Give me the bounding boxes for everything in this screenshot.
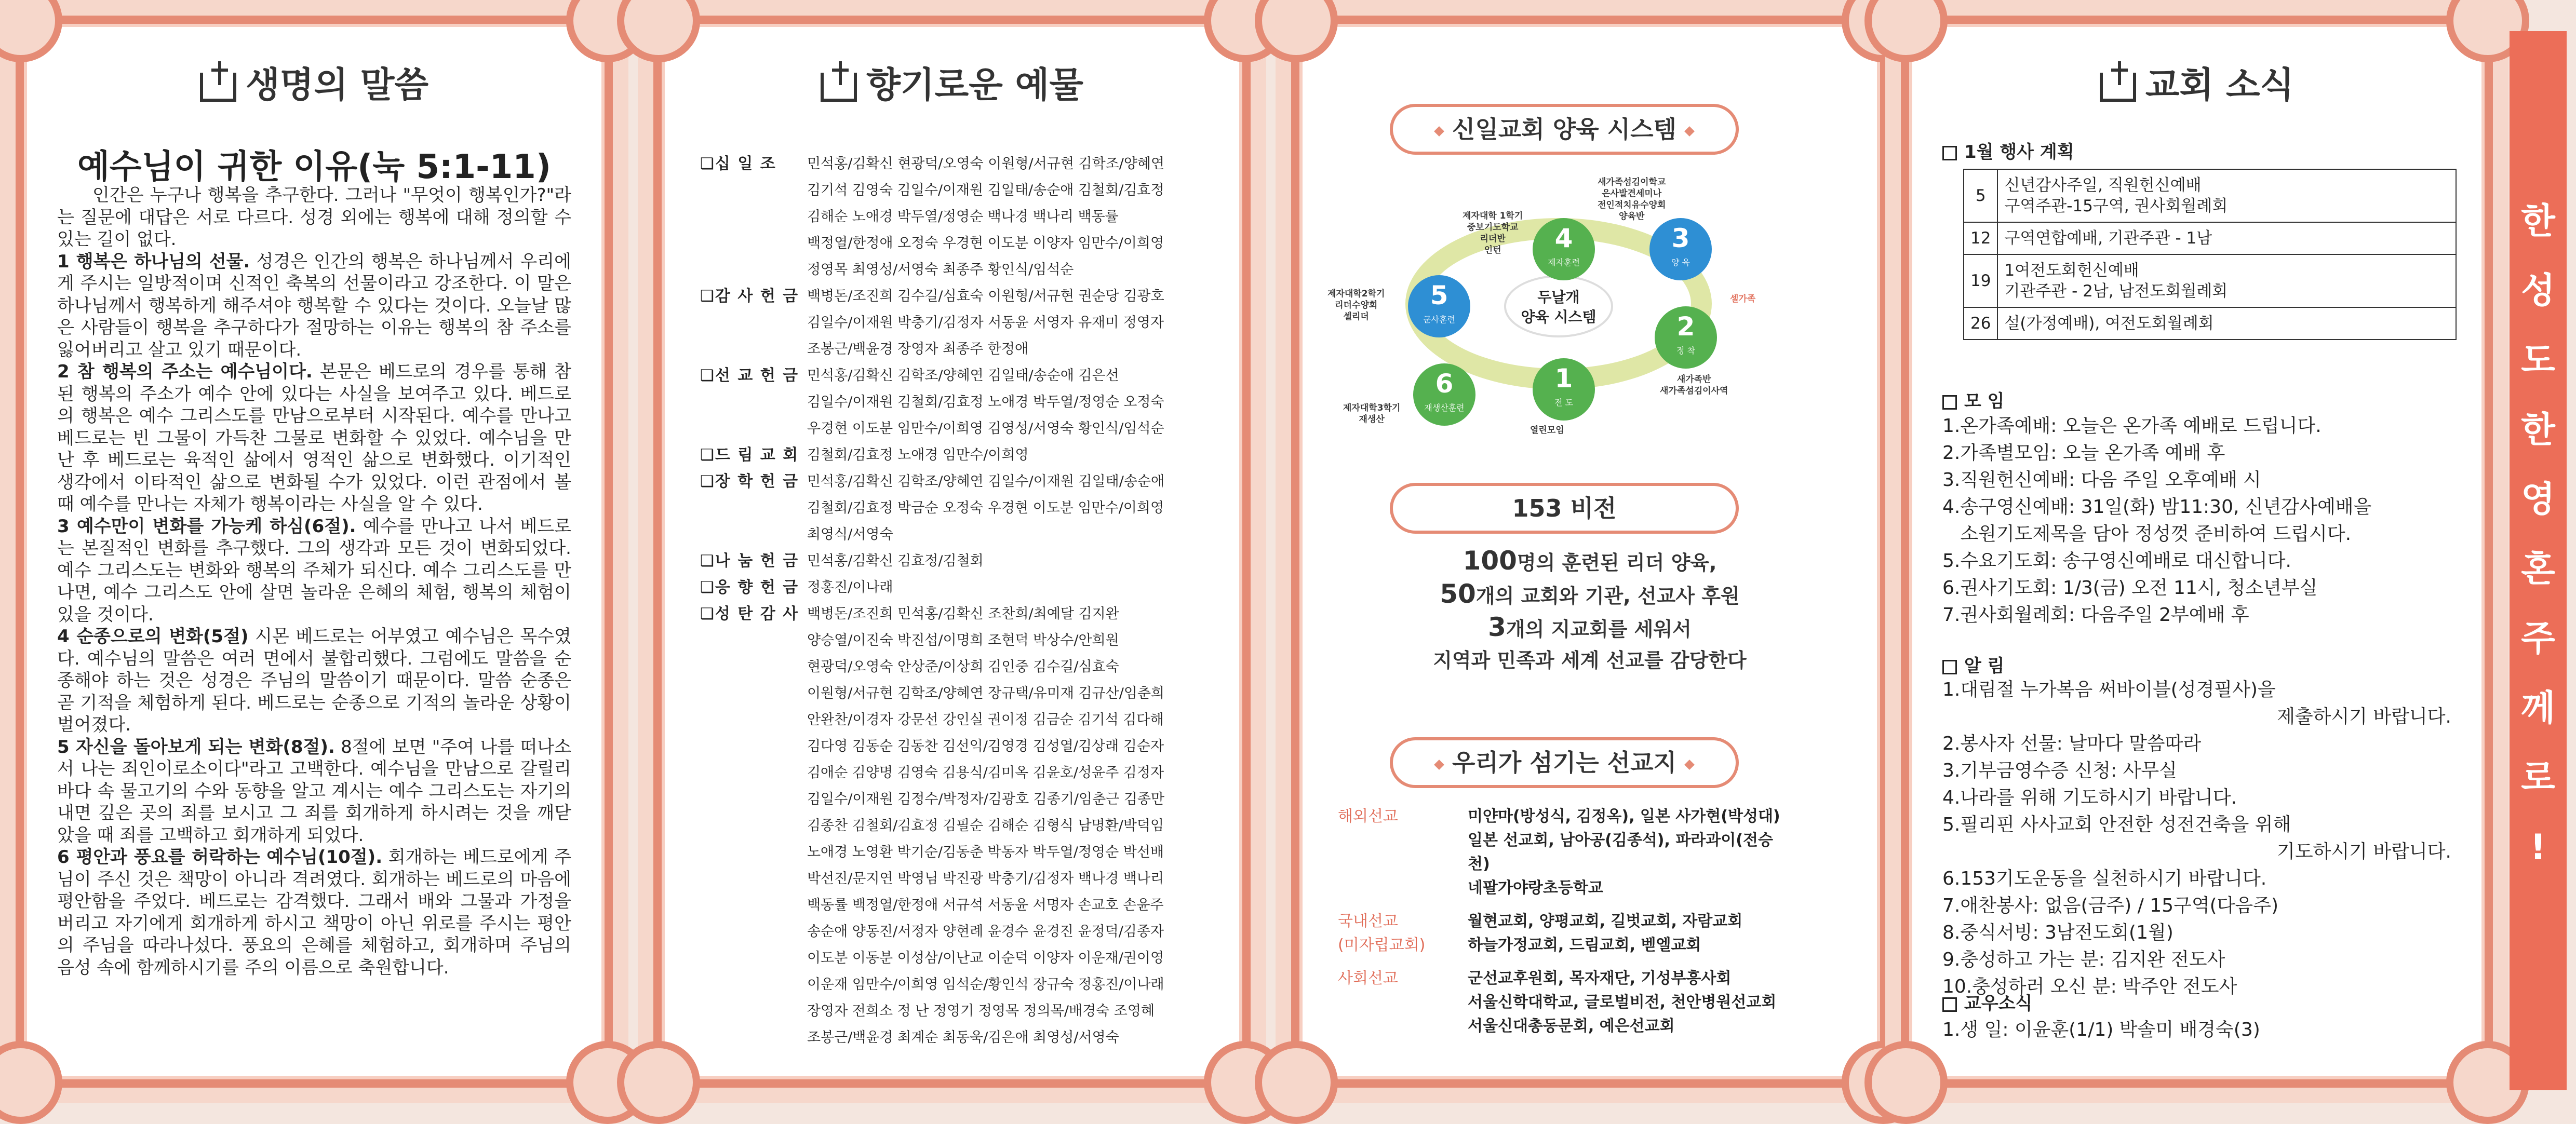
offering-name-line: 김일수/이재원 김정수/박정자/김광호 김종기/임춘근 김종만 bbox=[807, 791, 1165, 807]
sermon-paragraph bbox=[57, 626, 571, 736]
offering-name-line: 최영식/서영숙 bbox=[807, 526, 893, 543]
offering-name-line: 김일수/이재원 박충기/김정자 서동윤 서영자 유재미 정영자 bbox=[807, 315, 1164, 331]
node-num: 6 bbox=[1435, 369, 1454, 399]
event-text: 신년감사주일, 직원헌신예배 구역주관-15구역, 권사회월례회 bbox=[1997, 169, 2456, 222]
offering-row bbox=[700, 442, 1245, 468]
sermon-point-title: 5 자신을 돌아보게 되는 변화(8절). bbox=[57, 736, 335, 757]
offering-name-line: 민석홍/김확신 김효정/김철회 bbox=[807, 553, 984, 569]
meetings-heading bbox=[1942, 387, 2005, 412]
page-title-text: 생명의 말씀 bbox=[245, 65, 429, 106]
page-title-text: 교회 소식 bbox=[2145, 65, 2295, 106]
offering-label: ❑성 탄 감 사 bbox=[700, 605, 799, 623]
meetings-heading-text: 모 임 bbox=[1964, 391, 2005, 412]
offering-name-line: 김일수/이재원 김철회/김효정 노애경 박두열/정영순 오정숙 bbox=[807, 394, 1164, 410]
offering-name-line: 양승열/이진숙 박진섭/이명희 조현덕 박상수/안희원 bbox=[807, 632, 1119, 648]
offering-name-line: 안완찬/이경자 강문선 강인실 권이정 김금순 김기석 김다해 bbox=[807, 712, 1164, 728]
vision-number: 100 bbox=[1463, 546, 1517, 576]
node-num: 4 bbox=[1554, 223, 1573, 253]
mission-row bbox=[1338, 967, 1785, 1038]
offering-name-line: 조봉근/백윤경 장영자 최종주 한정애 bbox=[807, 341, 1029, 357]
system-title bbox=[1390, 104, 1739, 155]
page-title-text: 향기로운 예물 bbox=[866, 65, 1083, 106]
offering-name-line: 김철회/김효정 박금순 오정숙 우경현 이도분 임만수/이희영 bbox=[807, 500, 1164, 516]
node-label: 정 착 bbox=[1676, 346, 1695, 356]
mission-row bbox=[1338, 910, 1785, 957]
meeting-item: 7.권사회월례회: 다음주일 2부예배 후 bbox=[1942, 604, 2249, 626]
vision-title-text: 153 비전 bbox=[1512, 494, 1617, 522]
vision-line bbox=[1338, 645, 1842, 676]
page-church-news bbox=[1885, 0, 2508, 1103]
event-text: 구역연합예배, 기관주관 - 1남 bbox=[1997, 222, 2456, 254]
event-day: 26 bbox=[1964, 307, 1997, 340]
vision-number: 3 bbox=[1488, 612, 1506, 642]
vision-statement bbox=[1338, 545, 1842, 676]
page-title bbox=[638, 57, 1266, 107]
events-heading bbox=[1942, 138, 2074, 163]
mission-category: 국내선교 (미자립교회) bbox=[1338, 912, 1426, 954]
checkbox-icon bbox=[1942, 146, 1957, 160]
offering-table bbox=[700, 151, 1245, 1051]
annotation-newcomer: 새가족반 새가족섬김이사역 bbox=[1660, 374, 1728, 396]
vision-title bbox=[1390, 483, 1739, 534]
notice-item: 6.153기도운동을 실천하시기 바랍니다. bbox=[1942, 868, 2267, 889]
page-offerings bbox=[638, 0, 1266, 1103]
annotation-disciple-1: 제자대학 1학기 중보기도학교 리더반 인턴 bbox=[1463, 211, 1523, 255]
offering-names bbox=[807, 574, 1245, 601]
event-row bbox=[1964, 169, 2456, 222]
notice-item: 3.기부금영수증 신청: 사무실 bbox=[1942, 760, 2177, 781]
offering-name-line: 이도분 이동분 이성삼/이난교 이순덕 이양자 이운재/권이영 bbox=[807, 950, 1164, 966]
offering-row bbox=[700, 283, 1245, 362]
annotation-disciple-3: 제자대학3학기 재생산 bbox=[1343, 403, 1401, 425]
corner-ornament bbox=[617, 1041, 700, 1124]
node-label: 전 도 bbox=[1554, 398, 1573, 408]
sermon-point-title: 1 행복은 하나님의 선물. bbox=[57, 251, 250, 272]
offering-label: ❑선 교 헌 금 bbox=[700, 367, 799, 385]
offering-name-line: 현광덕/오영숙 안상준/이상희 김인중 김수길/심효숙 bbox=[807, 659, 1119, 675]
notice-item: 1.대림절 누가복음 써바이블(성경필사)을 bbox=[1942, 679, 2276, 700]
corner-ornament bbox=[1864, 1041, 1948, 1124]
node-reproduction bbox=[1413, 363, 1475, 426]
page-title bbox=[1885, 57, 2508, 107]
mission-fields: 월현교회, 양평교회, 길벗교회, 자람교회 하늘가정교회, 드림교회, 벧엘교회 bbox=[1468, 912, 1743, 954]
notices-list bbox=[1942, 676, 2462, 1000]
offering-name-line: 김철회/김효정 노애경 임만수/이희영 bbox=[807, 447, 1029, 463]
offering-name-line: 김다영 김동순 김동찬 김선익/김영경 김성열/김상래 김순자 bbox=[807, 738, 1164, 754]
node-label: 양 육 bbox=[1671, 258, 1690, 267]
member-news-item: 1.생 일: 이윤훈(1/1) 박솔미 배경숙(3) bbox=[1942, 1019, 2260, 1040]
sermon-paragraph-text: 인간은 누구나 행복을 추구한다. 그러나 "무엇이 행복인가?"라는 질문에 대답은 서로 다르다. 성경 외에는 행복에 대해 정의할 수 있는 길이 없다. bbox=[57, 185, 571, 250]
meeting-item: 1.온가족예배: 오늘은 온가족 예배로 드립니다. bbox=[1942, 415, 2322, 437]
event-day: 19 bbox=[1964, 254, 1997, 307]
offering-name-line: 백병돈/조진희 민석홍/김확신 조찬희/최예달 김지완 bbox=[807, 606, 1119, 622]
notice-item: 8.중식서빙: 3남전도회(1월) bbox=[1942, 922, 2174, 943]
offering-name-line: 우경현 이도분 임만수/이희영 김영성/서영숙 황인식/임석순 bbox=[807, 421, 1164, 437]
checkbox-icon bbox=[1942, 660, 1957, 674]
slogan-char: 성 bbox=[2521, 270, 2555, 312]
node-settle bbox=[1655, 306, 1717, 369]
event-row bbox=[1964, 254, 2456, 307]
offering-name-line: 민석홍/김확신 현광덕/오영숙 이원형/서규현 김학조/양혜연 bbox=[807, 156, 1165, 172]
annotation-disciple-2: 제자대학2학기 리더수양회 셀리더 bbox=[1327, 289, 1385, 322]
vision-text: 명의 훈련된 리더 양육, bbox=[1517, 551, 1717, 574]
node-num: 2 bbox=[1676, 312, 1695, 342]
vision-text: 개의 지교회를 세워서 bbox=[1506, 618, 1692, 641]
offering-names bbox=[807, 283, 1245, 362]
node-label: 제자훈련 bbox=[1548, 258, 1580, 267]
events-heading-text: 1월 행사 계획 bbox=[1964, 142, 2074, 162]
offering-name-line: 민석홍/김확신 김학조/양혜연 김일태/송순애 김은선 bbox=[807, 368, 1119, 384]
mission-title-text: 우리가 섬기는 선교지 bbox=[1452, 749, 1676, 777]
offering-name-line: 정홍진/이나래 bbox=[807, 579, 893, 595]
offering-row bbox=[700, 468, 1245, 548]
slogan-char: 로 bbox=[2521, 757, 2555, 798]
vertical-slogan-band bbox=[2510, 31, 2567, 1090]
offering-name-line: 조봉근/백윤경 최계순 최동욱/김은애 최영성/서영숙 bbox=[807, 1030, 1119, 1046]
node-nurture bbox=[1649, 218, 1712, 280]
vision-number: 50 bbox=[1440, 579, 1476, 609]
page-title bbox=[0, 57, 628, 107]
mission-row bbox=[1338, 805, 1785, 900]
sermon-paragraph bbox=[57, 516, 571, 626]
checkbox-icon bbox=[1942, 395, 1957, 410]
node-num: 3 bbox=[1671, 223, 1690, 253]
offering-name-line: 백병돈/조진희 김수길/심효숙 이원형/서규현 권순당 김광호 bbox=[807, 288, 1164, 304]
mission-title bbox=[1390, 737, 1739, 788]
event-text: 1여전도회헌신예배 기관주관 - 2남, 남전도회월례회 bbox=[1997, 254, 2456, 307]
event-row bbox=[1964, 222, 2456, 254]
event-day: 12 bbox=[1964, 222, 1997, 254]
event-text: 설(가정예배), 여전도회월례회 bbox=[1997, 307, 2456, 340]
offering-name-line: 송순애 양동진/서정자 양현례 윤경수 윤경진 윤정덕/김종자 bbox=[807, 924, 1164, 940]
node-num: 1 bbox=[1554, 363, 1573, 394]
offering-name-line: 노애경 노영환 박기순/김동춘 박동자 박두열/정영순 박선배 bbox=[807, 844, 1164, 860]
slogan-char: 도 bbox=[2521, 340, 2555, 381]
page-church-system bbox=[1276, 0, 1904, 1103]
bible-icon bbox=[2100, 73, 2136, 102]
slogan-char: 혼 bbox=[2521, 549, 2555, 590]
notice-item: 7.애찬봉사: 없음(금주) / 15구역(다음주) bbox=[1942, 895, 2279, 916]
corner-ornament bbox=[1255, 1041, 1338, 1124]
vision-text: 개의 교회와 기관, 선교사 후원 bbox=[1475, 585, 1740, 607]
mission-fields: 군선교후원회, 목자재단, 기성부흥사회 서울신학대학교, 글로벌비전, 천안병원선교회 서울신대총동문회, 예은선교회 bbox=[1468, 969, 1777, 1035]
meeting-item: 2.가족별모임: 오늘 온가족 예배 후 bbox=[1942, 442, 2225, 464]
offering-name-line: 이운재 임만수/이희영 임석순/황인석 장규숙 정홍진/이나래 bbox=[807, 977, 1164, 993]
offering-label: ❑응 향 헌 금 bbox=[700, 578, 799, 597]
node-evangelism bbox=[1533, 358, 1595, 421]
sermon-paragraph-text: 회개하는 베드로에게 주님이 주신 것은 책망이 아니라 격려였다. 회개하는 베드로의 마음에 평안함을 주었다. 베드로는 감격했다. 그래서 배와 그물과 가정을 버리고 자기에게 회개하게 하시고 책망이 아닌 위로를 주시는 평안의 주님을 따라나섰다. 풍요의 은혜를 체험하고, 회개하며 주님의 음성 속에 함께하시기를 주의 이름으로 축원합니다. bbox=[57, 847, 571, 978]
node-label: 군사훈련 bbox=[1423, 315, 1455, 324]
meeting-item: 6.권사기도회: 1/3(금) 오전 11시, 청소년부실 bbox=[1942, 577, 2318, 599]
notice-item: 9.충성하고 가는 분: 김지완 전도사 bbox=[1942, 949, 2225, 970]
offering-names bbox=[807, 151, 1245, 283]
offering-row bbox=[700, 362, 1245, 442]
vision-text: 지역과 민족과 세계 선교를 감당한다 bbox=[1433, 649, 1747, 672]
system-center bbox=[1504, 275, 1613, 337]
event-row bbox=[1964, 307, 2456, 340]
sermon-paragraph-text: 시몬 베드로는 어부였고 예수님은 목수였다. 예수님의 말씀은 여러 면에서 불합리했다. 그럼에도 말씀을 순종해야 하는 것은 성경은 주님의 말씀이기 때문이다. 말씀 순종은 곧 기적을 체험하게 된다. 베드로는 순종으로 기적의 놀라운 상황이 벌어졌다. bbox=[57, 626, 571, 735]
node-soldier bbox=[1408, 275, 1470, 337]
offering-name-line: 민석홍/김확신 김학조/양혜연 김일수/이재원 김일태/송순애 bbox=[807, 473, 1165, 490]
offering-names bbox=[807, 442, 1245, 468]
offering-row bbox=[700, 548, 1245, 574]
sermon-body bbox=[57, 184, 571, 979]
offering-names bbox=[807, 548, 1245, 574]
notices-heading-text: 알 림 bbox=[1964, 656, 2005, 676]
annotation-nurture-school: 새가족섬김이학교 은사발견세미나 전인적치유수양회 양육반 bbox=[1598, 177, 1666, 222]
system-title-text: 신일교회 양육 시스템 bbox=[1452, 115, 1676, 143]
sermon-paragraph bbox=[57, 736, 571, 847]
node-label: 재생산훈련 bbox=[1424, 403, 1465, 413]
offering-names bbox=[807, 468, 1245, 548]
offering-name-line: 정영목 최영성/서영숙 최종주 황인식/임석순 bbox=[807, 262, 1074, 278]
mission-category: 사회선교 bbox=[1338, 969, 1398, 987]
annotation-open-meeting: 열린모임 bbox=[1530, 425, 1564, 436]
offering-name-line: 김애순 김양명 김영숙 김용식/김미옥 김윤호/성윤주 김정자 bbox=[807, 765, 1164, 781]
offering-names bbox=[807, 362, 1245, 442]
vision-line bbox=[1338, 612, 1842, 645]
sermon-paragraph-text: 예수를 만나고 나서 베드로는 본질적인 변화를 추구했다. 그의 생각과 모든 것이 변화되었다. 예수 그리스도는 변화와 행복의 주체가 되신다. 예수 그리스도를 만나면, 예수 그리스도 안에 살면 놀라운 은혜의 체험, 행복의 체험이 있을 것이다. bbox=[57, 516, 571, 625]
event-day: 5 bbox=[1964, 169, 1997, 222]
vertical-slogan bbox=[2510, 187, 2567, 883]
slogan-char: 한 bbox=[2521, 201, 2555, 242]
sermon-paragraph bbox=[57, 846, 571, 979]
sermon-heading: 예수님이 귀한 이유(눅 5:1-11) bbox=[77, 148, 552, 186]
center-line-2: 양육 시스템 bbox=[1521, 308, 1596, 326]
meeting-item: 3.직원헌신예배: 다음 주일 오후예배 시 bbox=[1942, 469, 2261, 491]
sermon-paragraph-text: 본문은 베드로의 경우를 통해 참된 행복의 주소가 예수 안에 있다는 사실을 보여주고 있다. 베드로의 행복은 예수 그리스도를 만남으로부터 시작된다. 예수를 만나고 베드로는 빈 그물이 가득찬 그물로 변화할 수 있었다. 예수님을 만난 후 베드로는 육적인 삶에서 영적인 삶으로 변화했다. 이기적인 생각에서 이타적인 삶으로 변화될 수가 있었다. 이런 관점에서 볼 때 예수를 만나는 자체가 행복이라는 사실을 알 수 있다. bbox=[57, 361, 571, 514]
slogan-char: 주 bbox=[2521, 618, 2555, 659]
sermon-paragraph bbox=[57, 251, 571, 361]
annotation-cell-family: 셀가족 bbox=[1730, 294, 1756, 304]
sermon-paragraph bbox=[57, 361, 571, 516]
events-table bbox=[1963, 169, 2457, 340]
notice-item: 제출하시기 바랍니다. bbox=[2277, 706, 2451, 727]
offering-name-line: 장영자 전희소 정 난 정영기 정영목 정의목/배경숙 조영혜 bbox=[807, 1003, 1155, 1019]
offering-name-line: 김해순 노애경 박두열/정영순 백나경 백나리 백동률 bbox=[807, 209, 1119, 225]
offering-label: ❑감 사 헌 금 bbox=[700, 287, 799, 305]
mission-list bbox=[1338, 805, 1785, 1048]
mission-fields: 미얀마(방성식, 김정옥), 일본 사가현(박성대) 일본 선교회, 남아공(김종석), 파라과이(전승천) 네팔가야랑초등학교 bbox=[1468, 807, 1780, 897]
sermon-point-title: 4 순종으로의 변화(5절) bbox=[57, 626, 249, 647]
checkbox-icon bbox=[1942, 997, 1957, 1012]
offering-label: ❑장 학 헌 금 bbox=[700, 472, 799, 491]
node-discipleship bbox=[1533, 218, 1595, 280]
slogan-char: 한 bbox=[2521, 410, 2555, 451]
offering-label: ❑나 눔 헌 금 bbox=[700, 552, 799, 570]
offering-row bbox=[700, 574, 1245, 601]
notice-item: 5.필리핀 사사교회 안전한 성전건축을 위해 bbox=[1942, 814, 2291, 835]
meeting-item: 5.수요기도회: 송구영신예배로 대신합니다. bbox=[1942, 550, 2291, 572]
offering-row bbox=[700, 601, 1245, 1051]
offering-name-line: 이원형/서규현 김학조/양혜연 장규택/유미재 김규산/임춘희 bbox=[807, 685, 1165, 701]
offering-name-line: 김종찬 김철회/김효정 김필순 김해순 김형식 남명환/박덕임 bbox=[807, 818, 1164, 834]
center-line-1: 두날개 bbox=[1537, 289, 1580, 306]
slogan-char: 영 bbox=[2521, 479, 2555, 520]
slogan-char: ! bbox=[2530, 827, 2546, 868]
node-num: 5 bbox=[1430, 280, 1448, 310]
offering-names bbox=[807, 601, 1245, 1051]
sermon-point-title: 3 예수만이 변화를 가능케 하심(6절). bbox=[57, 516, 356, 537]
members-list bbox=[1942, 1017, 2462, 1044]
members-heading bbox=[1942, 989, 2032, 1014]
offering-label: ❑십 일 조 bbox=[700, 155, 776, 173]
sermon-paragraph-text: 성경은 인간의 행복은 하나님께서 우리에게 주시는 일방적이며 신적인 축복의 선물이라고 강조한다. 이 말은 하나님께서 행복하게 해주셔야 행복할 수 있다는 것이다. 오늘날 많은 사람들이 행복을 추구하다가 절망하는 이유는 행복의 참 주소를 잃어버리고 살고 있기 때문이다. bbox=[57, 251, 571, 360]
members-heading-text: 교우소식 bbox=[1964, 993, 2033, 1014]
offering-label: ❑드 림 교 회 bbox=[700, 446, 799, 464]
meetings-list bbox=[1942, 413, 2462, 629]
slogan-char: 께 bbox=[2521, 688, 2555, 729]
vision-line bbox=[1338, 545, 1842, 578]
notice-item: 2.봉사자 선물: 날마다 말씀따라 bbox=[1942, 733, 2202, 754]
meeting-item: 소원기도제목을 담아 정성껏 준비하여 드립시다. bbox=[1942, 523, 2352, 545]
sermon-paragraph-text: 8절에 보면 "주여 나를 떠나소서 나는 죄인이로소이다"라고 고백한다. 예수님을 만남으로 갈릴리 바다 속 물고기의 수와 동향을 알고 계시는 예수 그리스도는 자기의 내면 깊은 곳의 죄를 보시고 그 죄를 회개하게 하시려는 것을 깨닫았을 때 죄를 고백하고 회개하게 되었다. bbox=[57, 736, 571, 846]
vision-line bbox=[1338, 578, 1842, 612]
offering-name-line: 백동률 백정열/한정애 서규석 서동윤 서명자 손교호 손윤주 bbox=[807, 897, 1164, 913]
offering-name-line: 백정열/한정애 오정숙 우경현 이도분 이양자 임만수/이희영 bbox=[807, 235, 1164, 251]
sermon-paragraph bbox=[57, 184, 571, 251]
notice-item: 기도하시기 바랍니다. bbox=[2277, 841, 2451, 862]
sermon-point-title: 6 평안과 풍요를 허락하는 예수님(10절). bbox=[57, 847, 383, 868]
sermon-point-title: 2 참 행복의 주소는 예수님이다. bbox=[57, 361, 313, 382]
notices-heading bbox=[1942, 652, 2005, 677]
meeting-item: 4.송구영신예배: 31일(화) 밤11:30, 신년감사예배을 bbox=[1942, 496, 2372, 518]
offering-row bbox=[700, 151, 1245, 283]
notice-item: 10.충성하러 오신 분: 박주안 전도사 bbox=[1942, 976, 2237, 997]
mission-category: 해외선교 bbox=[1338, 807, 1398, 825]
page-word-of-life bbox=[0, 0, 628, 1103]
offering-name-line: 김기석 김영숙 김일수/이재원 김일태/송순애 김철회/김효정 bbox=[807, 182, 1164, 198]
bible-icon bbox=[821, 73, 857, 102]
offering-name-line: 박선진/문지연 박영님 박진광 박충기/김정자 백나경 백나리 bbox=[807, 871, 1164, 887]
notice-item: 4.나라를 위해 기도하시기 바랍니다. bbox=[1942, 787, 2237, 808]
bible-icon bbox=[200, 73, 236, 102]
